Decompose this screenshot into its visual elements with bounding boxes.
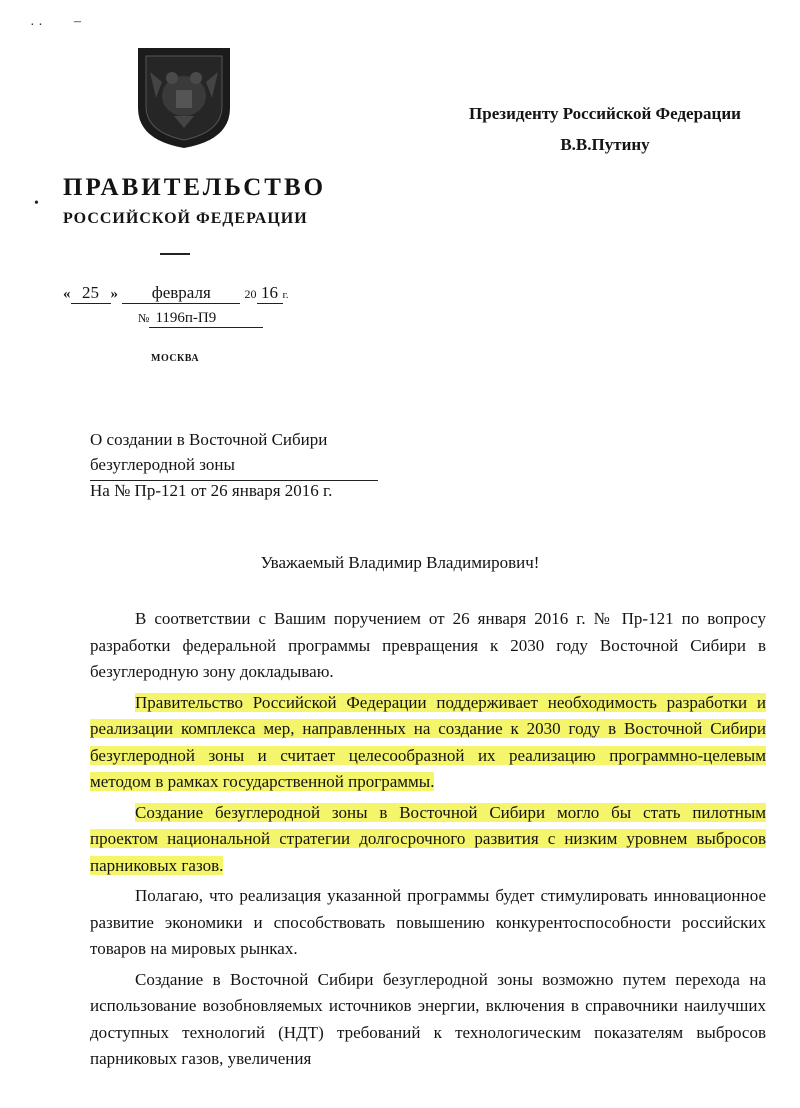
addressee-name: В.В.Путину xyxy=(560,135,650,154)
subject-line-2: безуглеродной зоны xyxy=(90,455,235,474)
scan-artifact: – xyxy=(74,14,81,29)
paragraph-text: В соответствии с Вашим поручением от 26 января 2016 г. № Пр-121 по вопросу разработки федеральной программы превращения к 2030 году Восточной Сибири в безуглеродную зону докладываю. xyxy=(90,609,766,681)
paragraph xyxy=(90,800,766,880)
date-day: 25 xyxy=(71,283,111,304)
letter-body xyxy=(90,606,766,1077)
addressee-title: Президенту Российской Федерации xyxy=(469,104,741,123)
organization-title: ПРАВИТЕЛЬСТВО xyxy=(63,174,327,201)
paragraph-text: Создание в Восточной Сибири безуглеродной зоны возможно путем перехода на использование возобновляемых источников энергии, включения в справочники наилучших доступных технологий (НДТ) требований к технологическим показателям выбросов парниковых газов, увеличения xyxy=(90,969,766,1068)
subject-block xyxy=(90,427,378,481)
paragraph xyxy=(90,606,766,686)
subject-line-1: О создании в Восточной Сибири xyxy=(90,430,328,449)
addressee-block xyxy=(455,98,755,160)
paragraph xyxy=(90,883,766,963)
date-year-prefix: 20 xyxy=(244,287,257,301)
paragraph xyxy=(90,690,766,796)
number-label: № xyxy=(138,311,150,325)
city: МОСКВА xyxy=(151,353,200,364)
organization-subtitle: РОССИЙСКОЙ ФЕДЕРАЦИИ xyxy=(63,210,308,227)
date-year-suffix: г. xyxy=(282,289,289,301)
scan-artifact: · · xyxy=(30,18,43,33)
reference-line: На № Пр-121 от 26 января 2016 г. xyxy=(90,481,333,500)
quote-mark: « xyxy=(63,286,71,302)
number-value: 1196п-П9 xyxy=(149,310,263,328)
scan-artifact: • xyxy=(34,196,39,211)
date-year: 16 xyxy=(257,283,283,304)
paragraph-text: Полагаю, что реализация указанной программы будет стимулировать инновационное развитие экономики и способствовать повышению конкурентоспособности российских товаров на мировых рынках. xyxy=(90,886,766,958)
date-month: февраля xyxy=(122,283,240,304)
quote-mark: » xyxy=(110,286,118,302)
divider xyxy=(160,253,190,255)
paragraph xyxy=(90,967,766,1073)
document-number xyxy=(138,310,263,328)
highlighted-paragraph-text: Правительство Российской Федерации поддерживает необходимость разработки и реализации комплекса мер, направленных на создание к 2030 году в Восточной Сибири безуглеродной зоны и считает целесообразной их реализацию программно-целевым методом в рамках государственной программы. xyxy=(90,692,766,791)
coat-of-arms-emblem xyxy=(132,42,236,152)
highlighted-paragraph-text: Создание безуглеродной зоны в Восточной Сибири могло бы стать пилотным проектом национальной стратегии долгосрочного развития с низким уровнем выбросов парниковых газов. xyxy=(90,802,766,875)
salutation: Уважаемый Владимир Владимирович! xyxy=(260,553,540,572)
document-date xyxy=(63,283,289,304)
